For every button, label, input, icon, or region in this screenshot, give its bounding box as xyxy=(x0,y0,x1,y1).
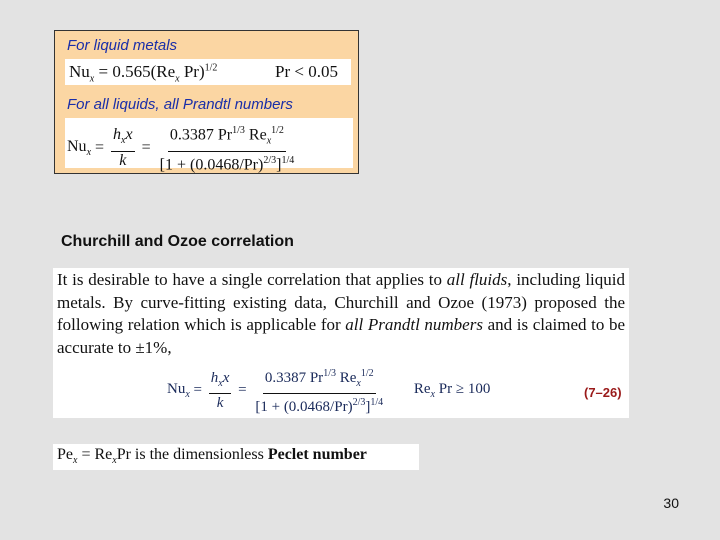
section-heading: Churchill and Ozoe correlation xyxy=(61,233,294,250)
churchill-ozoe-equation: $Nu_x$ = $\frac{h_xx}{k}$ = $\frac{0.3387 Pr^{1/3} Re_x^{1/2}}{[1 + (0.0468/Pr)^{2/3}]^{1/4}}$ $Re_x$ Pr ≥ 100 xyxy=(167,365,490,416)
peclet-definition: $Pe_x = Re_xPr$ is the dimensionless Peclet number xyxy=(53,444,419,470)
condition-pr: Pr < 0.05 xyxy=(275,62,338,81)
equation-number: (7–26) xyxy=(584,385,622,400)
equation-liquid-metals: $Nu_x = 0.565(Re_x$ Pr)$^{1/2}$ Pr < 0.05 xyxy=(65,59,351,85)
equation-all-liquids: $Nu_x$ = $\frac{h_xx}{k}$ = $\frac{0.3387 Pr^{1/3} Re_x^{1/2}}{[1 + (0.0468/Pr)^{2/3}]^{1/4}}$ xyxy=(65,118,353,168)
textbook-excerpt xyxy=(53,268,629,418)
page-number: 30 xyxy=(663,495,679,511)
caption-all-liquids: For all liquids, all Prandtl numbers xyxy=(67,96,293,113)
caption-liquid-metals: For liquid metals xyxy=(67,37,178,54)
excerpt-paragraph: It is desirable to have a single correlation that applies to all fluids, including liquid metals. By curve-fitting existing data, Churchill and Ozoe (1973) proposed the following relation which is applicable for all Prandtl numbers and is claimed to be accurate to ±1%, xyxy=(57,270,625,357)
